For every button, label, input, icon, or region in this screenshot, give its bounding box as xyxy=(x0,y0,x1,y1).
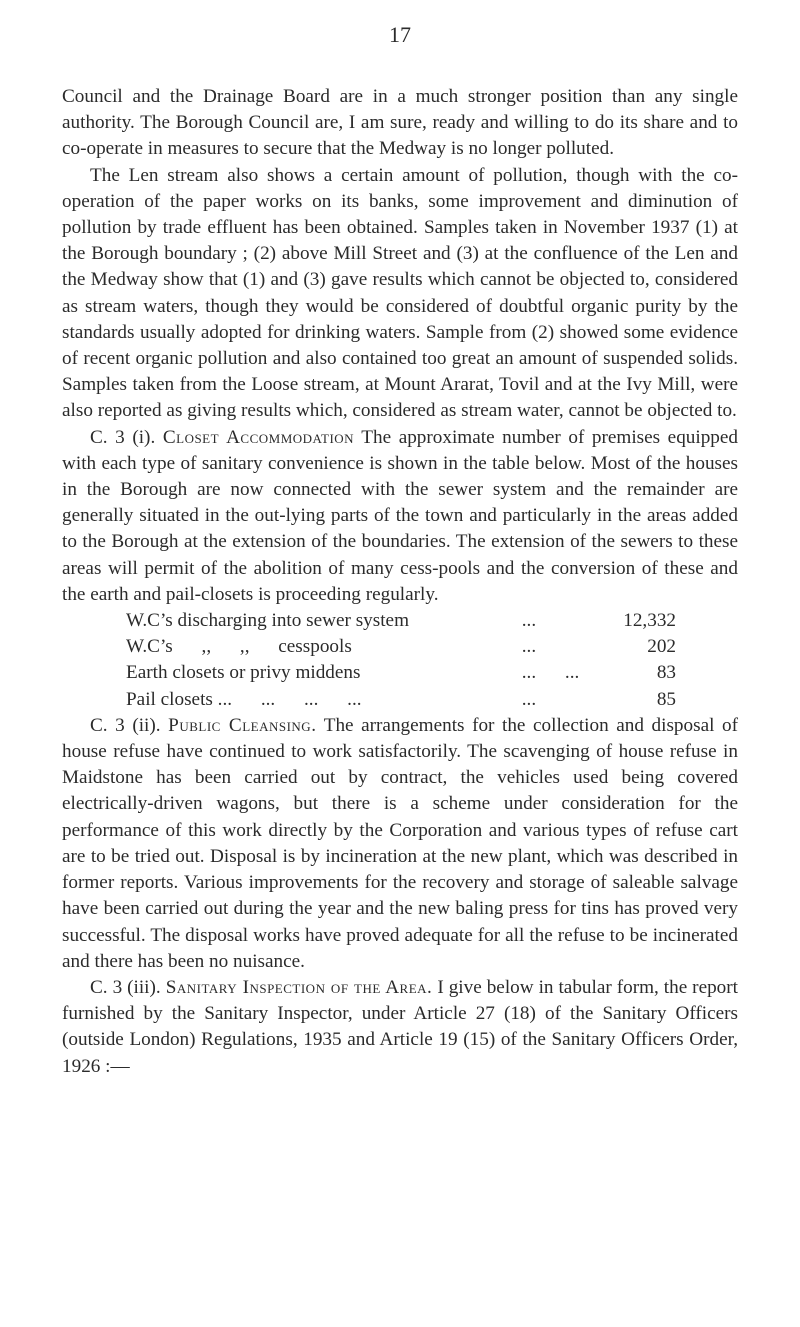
section-number: C. 3 (iii). xyxy=(90,976,161,998)
section-public-cleansing xyxy=(62,713,738,975)
section-heading: Closet Accommodation xyxy=(162,426,355,448)
row-value: 85 xyxy=(656,688,676,710)
page-body xyxy=(62,84,738,1080)
table-row xyxy=(126,687,676,713)
section-number: C. 3 (i). xyxy=(90,426,156,448)
section-sanitary-inspection xyxy=(62,975,738,1080)
table-row xyxy=(126,608,676,634)
section-number: C. 3 (ii). xyxy=(90,714,161,736)
section-closet-accommodation xyxy=(62,425,738,608)
row-label: W.C’s discharging into sewer system xyxy=(126,610,409,632)
row-leader: ... xyxy=(521,636,537,658)
paragraph-drainage-board: Council and the Drainage Board are in a much stronger position than any single authority. The Borough Council are, I am sure, ready and willing to do its share and to co-operate in measures to secure that the Medway is no longer polluted. xyxy=(62,86,738,160)
section-heading: Sanitary Inspection of the Area. xyxy=(165,976,433,998)
row-leader: ... ... xyxy=(521,662,580,684)
row-value: 12,332 xyxy=(623,610,676,632)
closet-accommodation-table xyxy=(126,608,676,713)
row-label: Pail closets ... ... ... ... xyxy=(126,688,362,710)
row-leader: ... xyxy=(521,610,537,632)
row-value: 202 xyxy=(647,636,676,658)
row-leader: ... xyxy=(521,688,537,710)
paragraph-len-stream: The Len stream also shows a certain amount of pollution, though with the co-operation of the paper works on its banks, some improvement and diminution of pollution by trade effluent has been obtained. Samples taken in November 1937 (1) at the Borough boundary ; (2) above Mill Street and (3) at the confluence of the Len and the Medway show that (1) and (3) gave results which cannot be objected to, considered as stream waters, though they would be considered of doubtful organic purity by the standards usually adopted for drinking waters. Sample from (2) showed some evidence of recent organic pollution and also contained too great an amount of suspended solids. Samples taken from the Loose stream, at Mount Ararat, Tovil and at the Ivy Mill, were also reported as giving results which, considered as stream water, cannot be objected to. xyxy=(62,164,738,422)
row-value: 83 xyxy=(656,662,676,684)
row-label: W.C’s ,, ,, cesspools xyxy=(126,636,352,658)
section-text: I give below in tabular form, the report furnished by the Sanitary Inspector, under Article 27 (18) of the Sanitary Officers (outside London) Regulations, 1935 and Article 19 (15) of the Sanitary Officers Order, 1926 :— xyxy=(62,976,739,1077)
page-number: 17 xyxy=(389,22,411,47)
table-row xyxy=(126,660,676,686)
section-text: The approximate number of premises equipped with each type of sanitary convenience is shown in the table below. Most of the houses in the Borough are now connected with the sewer system and the remainder are generally situated in the out-lying parts of the town and particularly in the areas added to the Borough at the extension of the boundaries. The extension of the sewers to these areas will permit of the abolition of many cess-pools and the conversion of these and the earth and pail-closets is proceeding regularly. xyxy=(62,426,739,605)
row-label: Earth closets or privy middens xyxy=(126,662,361,684)
section-text: The arrangements for the collection and disposal of house refuse have continued to work satisfactorily. The scavenging of house refuse in Maidstone has been carried out by contract, the vehicles used being covered electrically-driven wagons, but there is a scheme under consideration for the performance of this work directly by the Corporation and various types of refuse cart are to be tried out. Disposal is by incineration at the new plant, which was described in former reports. Various improvements for the recovery and storage of saleable salvage have been carried out during the year and the new baling press for tins has proved very successful. The disposal works have proved adequate for all the refuse to be incinerated and there has been no nuisance. xyxy=(62,714,738,972)
section-heading: Public Cleansing. xyxy=(168,714,317,736)
table-row xyxy=(126,634,676,660)
